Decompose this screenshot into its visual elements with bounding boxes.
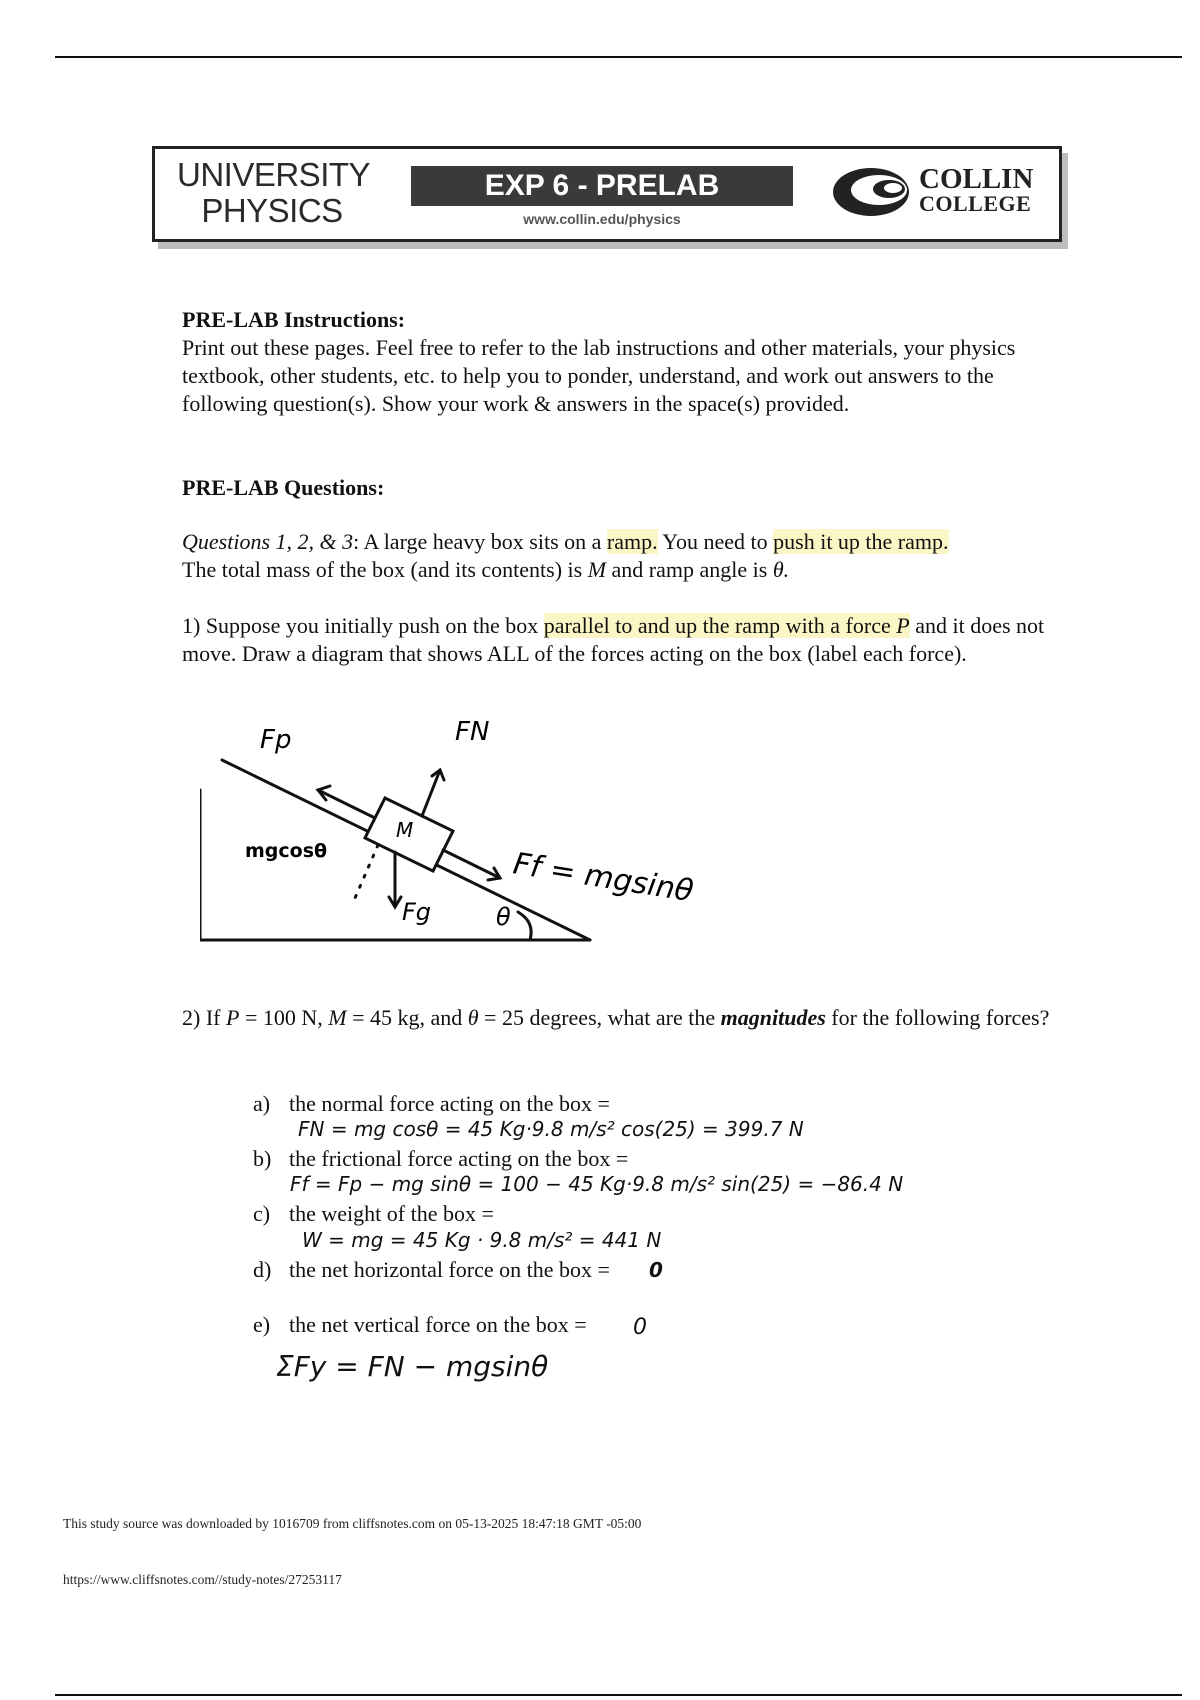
part-b-text: the frictional force acting on the box = [289,1146,629,1171]
q2-text-2: = 100 N, [239,1005,329,1030]
part-a-answer: FN = mg cosθ = 45 Kg·9.8 m/s² cos(25) = 399.7 N [298,1117,804,1141]
intro-text-2: You need to [657,529,774,554]
part-c-answer: W = mg = 45 Kg · 9.8 m/s² = 441 N [302,1228,662,1252]
intro-paragraph [182,528,1062,584]
q1-highlight [544,613,910,638]
top-rule [55,56,1182,58]
label-ff: Ff = mgsinθ [510,846,696,910]
question-1 [182,612,1062,668]
collin-word: COLLIN [919,163,1034,195]
header-banner [152,146,1062,242]
physics-line: PHYSICS [201,192,343,229]
part-d-label: d) [253,1257,272,1282]
fp-arrow [318,790,375,818]
part-e-answer: 0 [633,1315,647,1340]
q2-text-5: for the following forces? [825,1005,1050,1030]
q1-text-1: 1) Suppose you initially push on the box [182,613,544,638]
bottom-rule [55,1694,1182,1696]
label-fn: FN [455,717,490,747]
angle-arc [518,912,531,940]
part-a-text: the normal force acting on the box = [289,1091,610,1116]
instructions-heading: PRE-LAB Instructions: [182,307,406,332]
q2-p-var: P [225,1005,240,1030]
college-word: COLLEGE [919,191,1032,216]
q1-p-var: P [896,613,910,638]
intro-theta: θ. [772,557,790,582]
label-fg: Fg [402,898,432,926]
free-body-diagram [200,710,740,950]
collin-college-text [919,165,1033,215]
label-fp: Fp [260,725,292,755]
part-c-text: the weight of the box = [289,1201,494,1226]
question-2 [182,1004,1062,1032]
part-e-label: e) [253,1312,271,1337]
extra-work: ΣFy = FN − mgsinθ [276,1350,549,1383]
label-theta: θ [496,903,511,931]
part-c-label: c) [253,1201,271,1226]
part-e-text: the net vertical force on the box = [289,1312,587,1337]
intro-text-3: The total mass of the box (and its contents) is [182,557,588,582]
part-d-text: the net horizontal force on the box = [289,1257,610,1282]
source-url[interactable]: https://www.cliffsnotes.com//study-notes/27253117 [63,1572,342,1587]
intro-text-1: : A large heavy box sits on a [353,529,607,554]
q2-text-4: = 25 degrees, what are the [478,1005,721,1030]
intro-text-4: and ramp angle is [606,557,773,582]
part-d-answer: 0 [649,1258,663,1282]
instructions-body: Print out these pages. Feel free to refer to the lab instructions and other materials, your physics textbook, other students, etc. to help you to ponder, understand, and work out answers to the following question(s). Show your work & answers in the space(s) provided. [182,335,1016,416]
university-line: UNIVERSITY [177,156,371,193]
exp-url: www.collin.edu/physics [523,211,681,227]
part-d [253,1256,610,1284]
q2-magnitudes: magnitudes [720,1005,826,1030]
part-b-answer: Ff = Fp − mg sinθ = 100 − 45 Kg·9.8 m/s² sin(25) = −86.4 N [290,1172,904,1196]
q2-text-1: 2) If [182,1005,226,1030]
questions-heading: PRE-LAB Questions: [182,475,385,500]
q2-text-3: = 45 kg, and [346,1005,468,1030]
q2-theta-var: θ [467,1005,479,1030]
intro-highlight-ramp: ramp. [606,529,658,554]
intro-mass-var: M [587,557,607,582]
label-box-m: M [396,818,414,842]
part-a-label: a) [253,1091,271,1116]
exp-title: EXP 6 - PRELAB [411,166,793,206]
intro-label: Questions 1, 2, & 3 [182,529,354,554]
dotted-component-line [352,845,378,905]
part-e [253,1311,587,1339]
part-c [253,1200,494,1228]
q1-highlight-text: parallel to and up the ramp with a force [543,613,897,638]
university-physics-title [177,156,371,229]
download-notice: This study source was downloaded by 1016709 from cliffsnotes.com on 05-13-2025 18:47:18 GMT -05:00 [63,1516,642,1531]
q2-m-var: M [328,1005,347,1030]
part-b [253,1145,628,1173]
label-mgcos: mgcosθ [245,840,328,862]
q1-text-2: and it does not move. Draw a diagram that shows ALL of the forces acting on the box (label each force). [182,613,1045,666]
intro-highlight-push: push it up the ramp. [773,529,949,554]
part-b-label: b) [253,1146,272,1171]
part-a [253,1090,610,1118]
